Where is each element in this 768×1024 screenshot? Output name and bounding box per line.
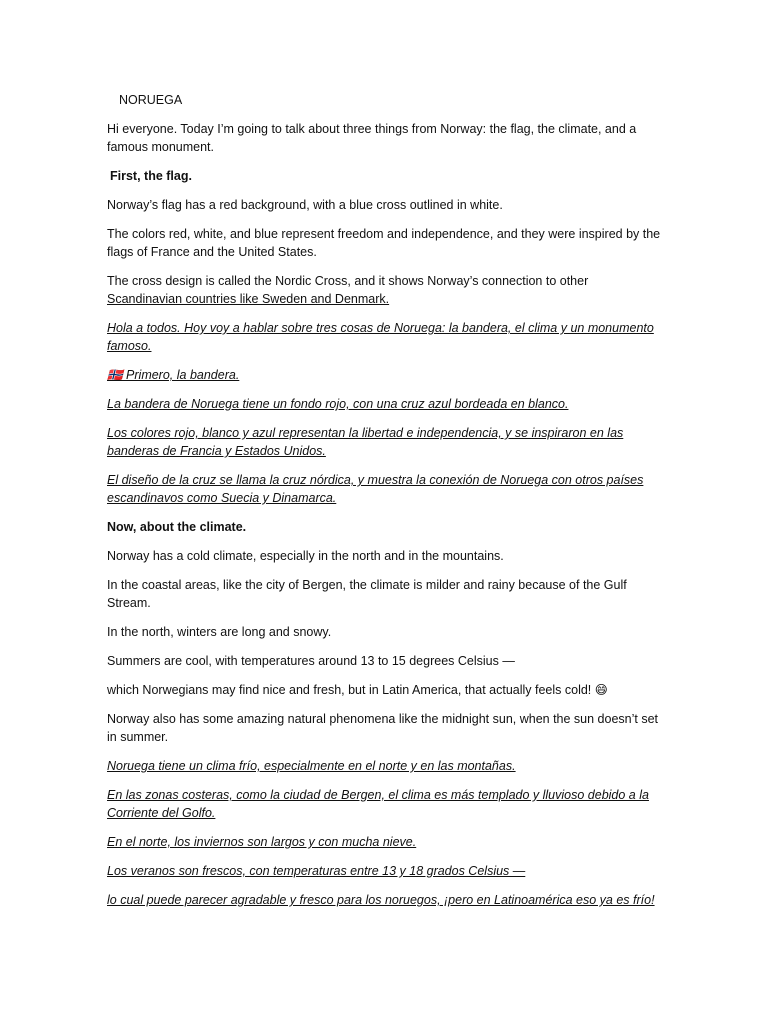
paragraph-flag-colors-en: The colors red, white, and blue represent freedom and independence, and they were inspired by the flags of France and the United States. — [107, 227, 661, 259]
heading-flag-es: 🇳🇴 Primero, la bandera. — [107, 368, 240, 382]
paragraph-coastal-climate-en: In the coastal areas, like the city of Bergen, the climate is milder and rainy because of the Gulf Stream. — [107, 578, 627, 610]
document-title: NORUEGA — [119, 93, 183, 107]
paragraph-midnight-sun-en: Norway also has some amazing natural phenomena like the midnight sun, when the sun doesn’t set in summer. — [107, 712, 659, 744]
paragraph-flag-description-en: Norway’s flag has a red background, with a blue cross outlined in white. — [107, 198, 503, 212]
paragraph-latin-america-en: which Norwegians may find nice and fresh, but in Latin America, that actually feels cold! 😄 — [107, 683, 608, 697]
paragraph-nordic-cross-en — [107, 272, 667, 308]
paragraph-flag-colors-es: Los colores rojo, blanco y azul representan la libertad e independencia, y se inspiraron en las banderas de Francia y Estados Unidos. — [107, 426, 624, 458]
nordic-cross-text-line1: The cross design is called the Nordic Cross, and it shows Norway’s connection to other — [107, 274, 589, 288]
paragraph-intro-en: Hi everyone. Today I’m going to talk about three things from Norway: the flag, the climate, and a famous monument. — [107, 122, 637, 154]
paragraph-summers-es: Los veranos son frescos, con temperaturas entre 13 y 18 grados Celsius — — [107, 864, 526, 878]
paragraph-summers-en: Summers are cool, with temperatures around 13 to 15 degrees Celsius — — [107, 654, 515, 668]
paragraph-cold-climate-es: Noruega tiene un clima frío, especialmente en el norte y en las montañas. — [107, 759, 516, 773]
heading-flag-en: First, the flag. — [110, 169, 192, 183]
nordic-cross-text-line2: Scandinavian countries like Sweden and Denmark. — [107, 292, 390, 306]
document-page — [107, 91, 667, 920]
paragraph-latin-america-es: lo cual puede parecer agradable y fresco para los noruegos, ¡pero en Latinoamérica eso ya es frío! — [107, 893, 655, 907]
heading-climate-en: Now, about the climate. — [107, 520, 247, 534]
paragraph-coastal-climate-es: En las zonas costeras, como la ciudad de Bergen, el clima es más templado y lluvioso debido a la Corriente del Golfo. — [107, 788, 649, 820]
paragraph-flag-description-es: La bandera de Noruega tiene un fondo rojo, con una cruz azul bordeada en blanco. — [107, 397, 569, 411]
paragraph-winters-en: In the north, winters are long and snowy. — [107, 625, 332, 639]
paragraph-intro-es: Hola a todos. Hoy voy a hablar sobre tres cosas de Noruega: la bandera, el clima y un monumento famoso. — [107, 321, 654, 353]
paragraph-cold-climate-en: Norway has a cold climate, especially in the north and in the mountains. — [107, 549, 504, 563]
paragraph-winters-es: En el norte, los inviernos son largos y con mucha nieve. — [107, 835, 417, 849]
paragraph-nordic-cross-es: El diseño de la cruz se llama la cruz nórdica, y muestra la conexión de Noruega con otros países escandinavos como Suecia y Dinamarca. — [107, 473, 644, 505]
